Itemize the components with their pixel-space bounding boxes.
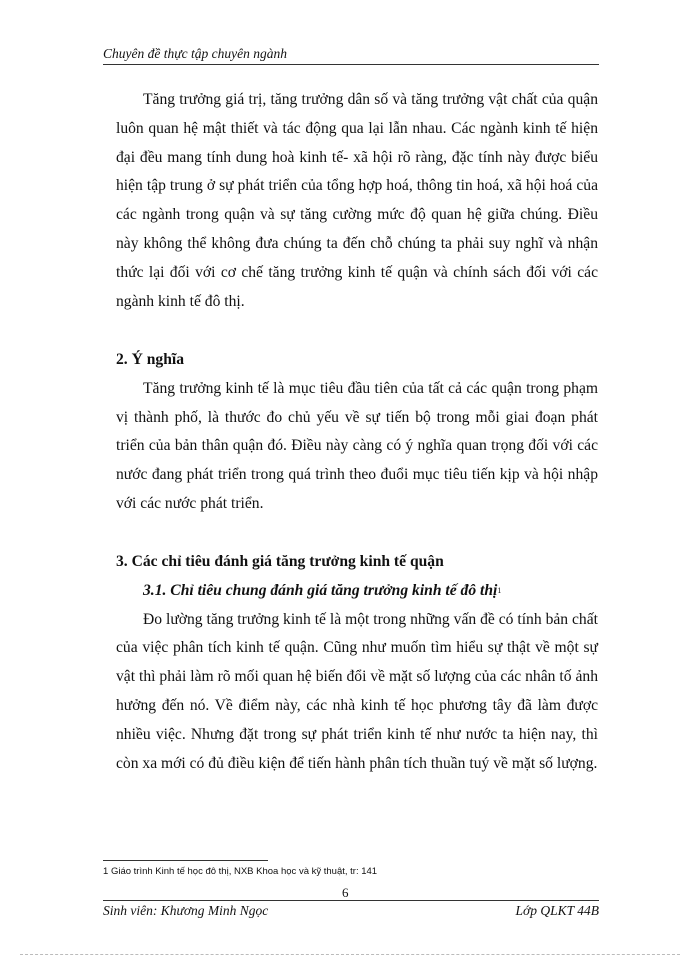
- page-number: 6: [342, 885, 349, 900]
- body-section-2: [116, 346, 598, 519]
- footnote: [103, 866, 377, 877]
- paragraph-intro: Tăng trưởng giá trị, tăng trưởng dân số và tăng trưởng vật chất của quận luôn quan hệ mật thiết và tác động qua lại lẫn nhau. Các ngành kinh tế hiện đại đều mang tính dung hoà kinh tế- xã hội rõ ràng, đặc tính này được biểu hiện tập trung ở sự phát triển của tổng hợp hoá, thông tin hoá, xã hội hoá của các ngành trong quận và sự tăng cường mức độ quan hệ giữa chúng. Điều này không thể không đưa chúng ta đến chỗ chúng ta phải suy nghĩ và nhận thức lại đối với cơ chế tăng trưởng kinh tế quận và chính sách đối với các ngành kinh tế đô thị.: [116, 91, 598, 310]
- heading-significance: 2. Ý nghĩa: [116, 351, 185, 368]
- page-edge-divider: [20, 954, 680, 955]
- running-header: [103, 46, 599, 65]
- footer-student: Sinh viên: Khương Minh Ngọc: [103, 903, 269, 918]
- footnote-ref[interactable]: 1: [497, 585, 502, 595]
- body-section-3: [116, 548, 598, 778]
- paragraph-significance: Tăng trưởng kinh tế là mục tiêu đầu tiên của tất cả các quận trong phạm vị thành phố, là thước đo chủ yếu về sự tiến bộ trong mỗi giai đoạn phát triển của bản thân quận đó. Điều này càng có ý nghĩa quan trọng đối với các nước đang phát triển trong quá trình theo đuổi mục tiêu tiến kịp và hội nhập với các nước phát triển.: [116, 379, 598, 512]
- subheading-text: 3.1. Chỉ tiêu chung đánh giá tăng trưởng kinh tế đô thị: [143, 581, 498, 599]
- footnote-marker: 1: [103, 866, 109, 877]
- footnote-text: Giáo trình Kinh tế học đô thị, NXB Khoa học và kỹ thuật, tr: 141: [110, 866, 378, 877]
- paragraph-measurement: Đo lường tăng trưởng kinh tế là một trong những vấn đề có tính bản chất của việc phân tích kinh tế quận. Cũng như muốn tìm hiểu sự thật về một sự vật thì phải làm rõ mối quan hệ biến đổi về mặt số lượng của các nhân tố ảnh hưởng đến nó. Về điểm này, các nhà kinh tế học phương tây đã làm được nhiều việc. Nhưng đặt trong sự phát triển kinh tế như nước ta hiện nay, thì còn xa mới có đủ điều kiện để tiến hành phân tích thuần tuý về mặt số lượng.: [116, 610, 598, 772]
- footer-class: Lớp QLKT 44B: [515, 903, 599, 918]
- footnote-divider: [103, 860, 268, 861]
- header-title: Chuyên đề thực tập chuyên ngành: [103, 46, 287, 61]
- body-section-1: [116, 86, 598, 316]
- running-footer: [103, 900, 599, 919]
- subheading-general-indicators: [116, 577, 598, 606]
- heading-indicators: 3. Các chỉ tiêu đánh giá tăng trưởng kinh tế quận: [116, 553, 444, 570]
